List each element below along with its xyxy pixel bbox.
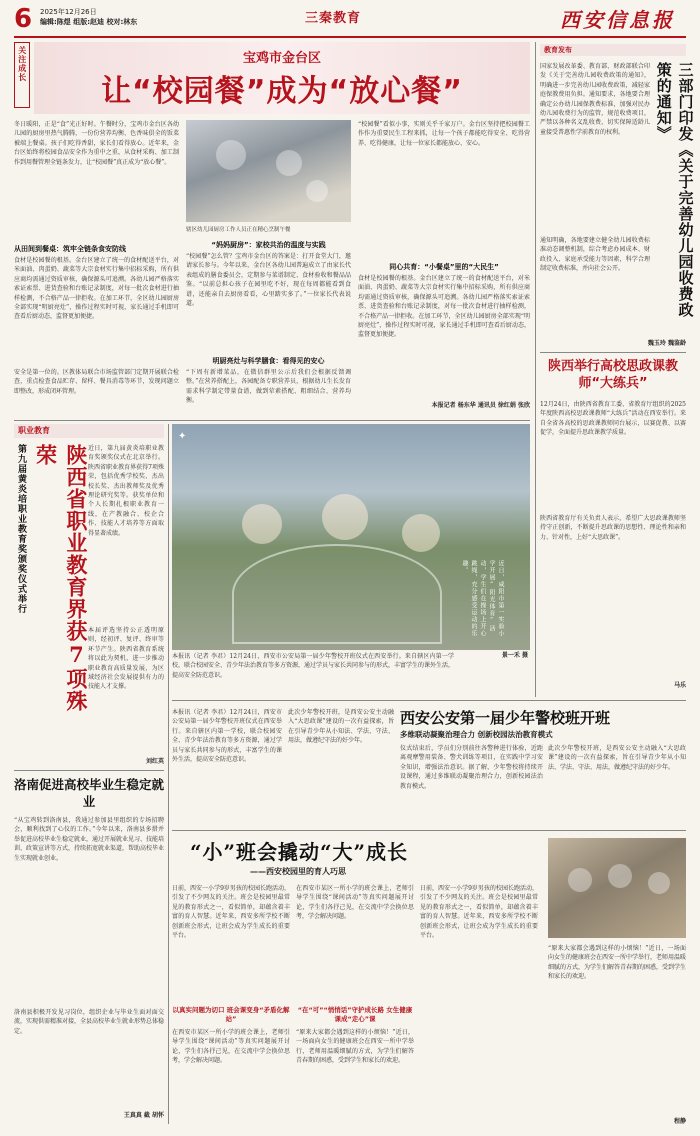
sidebar-label-text: 教育发布 [544,46,572,54]
photo-caption-box [460,560,528,648]
article1-body-2: 食材是校园餐的根基。金台区建立了统一的食材配送平台，对米面油、肉蛋奶、蔬菜等大宗食材实行集中招标采购，所有供应商均需通过资质审核，确保源头可追溯。各幼儿园严格落实索证索票、进货查验和台账记录制度，对每一批次食材进行抽样检测，不合格产品一律拒收。在加工环节，全区幼儿园厨房全部实现“明厨亮灶”，操作过程实时可视，家长通过手机即可查看后厨动态，监督更加便捷。 [14,257,179,321]
newspaper-logo: 西安信息报 [560,8,675,32]
article1-body-7: 食材是校园餐的根基。金台区建立了统一的食材配送平台，对米面油、肉蛋奶、蔬菜等大宗食材实行集中招标采购，所有供应商均需通过资质审核，确保源头可追溯。各幼儿园严格落实索证索票、进货查验和台账记录制度，对每一批次食材进行抽样检测，不合格产品一律拒收。在加工环节，全区幼儿园厨房全部实现“明厨亮灶”，操作过程实时可视，家长通过手机即可查看后厨动态，监督更加便捷。 [358,275,530,339]
photo-author: 景一禾 摄 [501,652,528,659]
sidebar-mid-rule [540,352,686,353]
issue-date: 2025年12月26日 [40,8,97,16]
section-rule-4 [172,830,686,831]
sidebar-label [540,44,686,56]
vocational-sub: 第九届黄炎培职业教育奖颁奖仪式举行 [16,444,27,614]
article1-subhead-d: 同心共育：“小餐桌”里的“大民生” [389,263,499,271]
photo-story-body: 本报讯（记者 李君）12月24日，西安市公安局第一届少年警校开班仪式在西安举行。来自辖区内第一学校，联合校园安全、青少年法治教育等多方资源，通过学员与家长共同参与的形式，丰富学生的课外生活，提高安全防范意识。 [172,653,454,679]
article1-body-5: “下周有新增菜品，在微信群里公示后我们会根据反馈调整。”在营养搭配上，各园配备专职营养员，根据幼儿生长发育需求科学制定带量食谱，做到荤素搭配、粗细结合、营养均衡。 [186,369,351,405]
article1-body-6: “校园餐”看似小事，实则关乎千家万户。金台区坚持把校园餐工作作为重要民生工程来抓，让每一个孩子都能吃得安全、吃得营养、吃得健康，让每一位家长都能放心、安心。 [358,121,530,147]
article1-banner [34,42,530,114]
sidebar-headline-2: 陕西举行高校思政课教师“大练兵” [547,359,678,391]
sidebar-body-3: 12月24日，由陕西省教育工委、省教育厅组织的2025年度陕西高校思政课教师“大练兵”活动在西安举行。来自全省各高校的思政课教师同台展示，以赛促教、以赛促学，全面提升思政课教学质量。 [540,401,686,437]
vocational-body-2: 本届评选坚持公正透明原则，经初评、复评、终审等环节产生。陕西省教育系统将以此为契机，进一步推动职业教育高质量发展，为区域经济社会发展提供有力的技能人才支撑。 [88,627,164,691]
masthead-rule [14,36,686,38]
vocational-label [14,424,164,438]
vocational-label-text: 职业教育 [18,426,50,435]
article1-body-1: 冬日暖阳，正是“食”光正好时。午餐时分，宝鸡市金台区各幼儿园的厨房里热气腾腾，一份份营养均衡、色香味俱全的饭菜被端上餐桌。孩子们吃得香甜，家长们看得放心。近年来，金台区始终将校园食品安全作为重中之重，从食材采购、加工制作到用餐管理全链条发力，让“校园餐”真正成为“放心餐”。 [14,121,179,166]
article1-subhead-a: 从田间到餐桌：筑牢全链条食安防线 [14,245,126,253]
article1-kicker: 宝鸡市金台区 [242,51,321,66]
small-class-body-2: 在西安市某区一所小学的班会课上，老师引导学生围绕“课间活动”等真实问题展开讨论，学生们各抒己见，在交流中学会换位思考，学会解决问题。 [172,1029,290,1065]
luonan-headline: 洛南促进高校毕业生稳定就业 [14,777,165,809]
article1-headline: 让“校园餐”成为“放心餐” [101,74,463,109]
sidebar-headline: 三部门印发《关于完善幼儿园收费政策的通知》 [654,62,695,318]
section-rule-2 [172,700,686,701]
luonan-author: 王真真 截 胡怀 [123,1112,164,1119]
vocational-author: 刘红英 [145,758,164,765]
small-class-body-3: 在西安市某区一所小学的班会课上，老师引导学生围绕“课间活动”等真实问题展开讨论，学生们各抒己见，在交流中学会换位思考，学会解决问题。 [296,885,414,921]
kitchen-photo-caption: 辖区幼儿园厨房工作人员正在精心烹制午餐 [186,227,291,233]
class-photo [548,838,686,938]
sidebar-divider [535,42,536,697]
police-headline: 西安公安第一届少年警校班开班 [400,709,611,727]
sidebar-body-1: 国家发展改革委、教育部、财政部联合印发《关于完善幼儿园收费政策的通知》，明确进一步完善幼儿园收费政策，减轻家庭保教费用负担。通知要求，各地要合理确定公办幼儿园保教费标准，加强对民办幼儿园收费行为的监管，规范收费项目，严禁以各种名义乱收费，切实保障适龄儿童接受普惠性学前教育的权利。 [540,63,650,136]
small-class-author: 程静 [673,1118,686,1125]
article1-subhead-c: 明厨亮灶与科学膳食：看得见的安心 [212,357,325,365]
page-number: 6 [14,4,33,34]
article1-body-3: 安全是第一位的。区教体局联合市场监管部门定期开展联合检查，重点检查食品贮存、留样、餐具消毒等环节，发现问题立即整改，形成闭环管理。 [14,369,179,395]
small-class-subhead-2: “在“可”“悄悄话”守护成长路 女生健康课成“走心”课 [297,1006,413,1024]
police-sub: 多维联动凝聚治理合力 创新校园法治教育模式 [400,730,553,739]
photo-caption: 近日，咸阳市第一实验小学开展“阳光体育”活动，学生们在操场上开心跳绳，充分感受运动的乐趣。 [461,560,504,637]
photo-logo: ✦ [178,431,187,442]
left-column-divider [168,424,169,1124]
small-class-subhead-1: 以真实问题为切口 班会课变身“矛盾化解站” [172,1006,290,1024]
vocational-headline: 陕西省职业教育界获7项殊荣 [33,444,89,712]
kitchen-photo [186,120,351,222]
sidebar-body-4: 陕西省教育厅有关负责人表示，希望广大思政课教师坚持守正创新，不断提升思政课的思想性、理论性和亲和力、针对性，上好“大思政课”。 [540,515,686,541]
article1-byline: 本报记者 杨东华 通讯员 徐红娟 张欣 [431,402,530,409]
article1-subhead-b: “妈妈厨房”：家校共治的温度与实践 [211,241,326,249]
section-rule-1 [14,420,530,421]
small-class-body-6: “原来大家都会遇到这样的小烦恼！”近日，一场面向女生的健康班会在西安一所中学举行，老师用温暖细腻的方式，为学生们解答青春期的困惑，受到学生和家长的欢迎。 [548,945,686,981]
masthead [0,0,700,44]
small-class-body-1: 日前，西安一小学9岁男孩的校园长跑活动，引发了不少网友的关注。班会是校园里最常见的教育形式之一，看似简单，却蕴含着丰富的育人智慧。近年来，西安多所学校不断创新班会形式，让班会成为学生成长的重要平台。 [172,885,290,940]
small-class-body-5: 日前，西安一小学9岁男孩的校园长跑活动，引发了不少网友的关注。班会是校园里最常见的教育形式之一，看似简单，却蕴含着丰富的育人智慧。近年来，西安多所学校不断创新班会形式，让班会成为学生成长的重要平台。 [420,885,538,940]
sidebar-author-2: 马乐 [673,682,686,689]
article1-body-4: “校园餐”怎么管？宝鸡市金台区的答案是：打开食堂大门，邀请家长参与。今年以来，金台区各幼儿园普遍成立了由家长代表组成的膳食委员会，定期参与菜谱制定、食材验收和餐品品鉴。“以前总担心孩子在园里吃不好，现在每周都能看到食谱，还能亲自去厨房看看，心里踏实多了。”一位家长代表说道。 [186,253,351,308]
section-rule-3 [14,770,164,771]
luonan-body-1: “从宝鸡转到洛南县，我通过参加县里组织的专场招聘会，顺利找到了心仪的工作。”今年以来，洛南县多措并举促进高校毕业生稳定就业，通过开展就业见习、技能培训、政策宣讲等方式，持续拓宽就业渠道，帮助高校毕业生实现就业创业。 [14,817,164,862]
side-tag [14,42,30,108]
vocational-body-1: 近日，第九届黄炎培职业教育奖颁奖仪式在北京举行。陕西省职业教育界获得7项殊荣，包括优秀学校奖、杰出校长奖、杰出教师奖及优秀理论研究奖等。获奖单位和个人长期扎根职业教育一线，在产教融合、校企合作、技能人才培养等方面取得显著成绩。 [88,445,164,537]
side-tag-text: 关注成长 [17,46,27,82]
sidebar-body-2: 通知明确，各地要建立健全幼儿园收费标准动态调整机制，综合考虑办园成本、财政投入、家庭承受能力等因素，科学合理制定收费标准，并向社会公开。 [540,237,650,273]
small-class-headline: “小”班会撬动“大”成长 [190,840,409,864]
sidebar-author: 魏玉玲 魏鉴龄 [647,340,686,347]
small-class-sub: ——西安校园里的育人巧思 [250,867,346,876]
section-name: 三秦教育 [305,11,362,26]
editors-line: 编辑:陈煜 组版:赵迪 校对:林东 [40,18,138,26]
police-body-3: 仪式结束后，学员们分别前往各警种进行体验，近距离观摩警用装备、警犬训练等项目，在实践中学习安全知识，增强法治意识。据了解，少年警校将持续开设课程，通过多维联动凝聚治理合力，创新校园法治教育模式。 [400,745,543,790]
police-body-2: 此次少年警校开班，是西安公安主动融入“大思政课”建设的一次有益探索，旨在引导青少年从小知法、学法、守法、用法，做遵纪守法的好少年。 [288,709,394,745]
luonan-body-2: 洛南县积极开发见习岗位，组织企业与毕业生面对面交流，实现供需精准对接，全县高校毕业生就业形势总体稳定。 [14,1009,164,1035]
police-body-4: 此次少年警校开班，是西安公安主动融入“大思政课”建设的一次有益探索，旨在引导青少年从小知法、学法、守法、用法，做遵纪守法的好少年。 [548,745,686,771]
small-class-body-4: “原来大家都会遇到这样的小烦恼！”近日，一场面向女生的健康班会在西安一所中学举行，老师用温暖细腻的方式，为学生们解答青春期的困惑，受到学生和家长的欢迎。 [296,1029,414,1065]
police-body-1: 本报讯（记者 李君）12月24日，西安市公安局第一届少年警校开班仪式在西安举行。来自辖区内第一学校，联合校园安全、青少年法治教育等多方资源，通过学员与家长共同参与的形式，丰富学生的课外生活，提高安全防范意识。 [172,709,282,764]
